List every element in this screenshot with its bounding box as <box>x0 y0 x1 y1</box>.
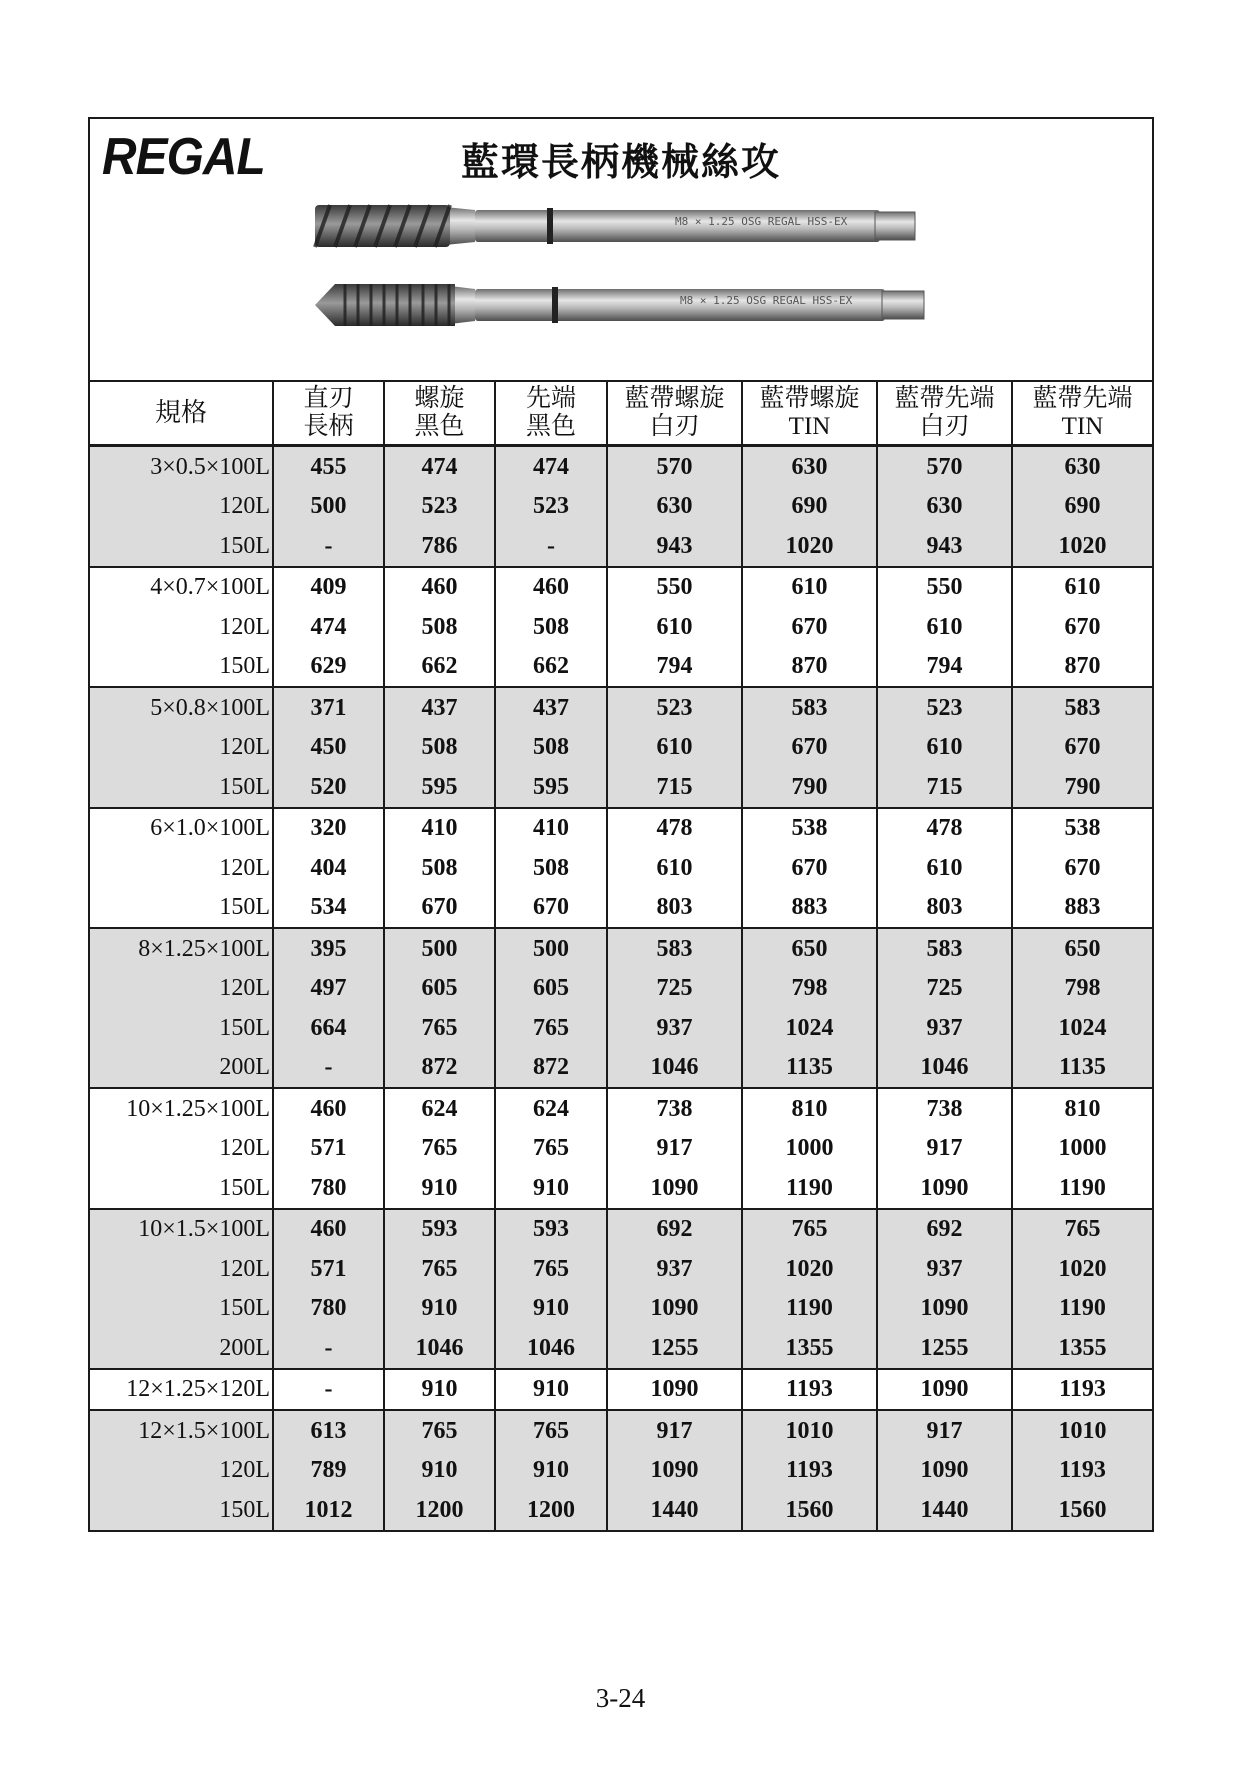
price-cell: 437 <box>495 687 607 728</box>
column-header-line: 藍帶先端 <box>894 385 995 412</box>
table-row <box>90 1048 1152 1089</box>
column-header-line: 規格 <box>154 398 207 427</box>
price-cell: 1090 <box>877 1289 1012 1329</box>
price-cell: 570 <box>877 446 1012 487</box>
price-cell: 395 <box>273 928 384 969</box>
price-cell: 497 <box>273 969 384 1009</box>
table-row <box>90 1249 1152 1289</box>
price-cell: 910 <box>495 1451 607 1491</box>
table-row <box>90 446 1152 487</box>
column-header-line: 長柄 <box>303 413 354 440</box>
table-row <box>90 1129 1152 1169</box>
price-cell: 1135 <box>1012 1048 1152 1089</box>
price-cell: 670 <box>1012 848 1152 888</box>
price-cell: 765 <box>384 1410 495 1451</box>
table-row <box>90 567 1152 608</box>
price-cell: 460 <box>495 567 607 608</box>
table-row <box>90 1008 1152 1048</box>
spec-cell: 10×1.25×100L <box>90 1088 273 1129</box>
spec-cell: 200L <box>90 1048 273 1089</box>
spec-cell: 120L <box>219 613 270 640</box>
price-cell: 460 <box>384 567 495 608</box>
price-cell: 765 <box>495 1410 607 1451</box>
table-row <box>90 1289 1152 1329</box>
price-cell: 610 <box>607 848 742 888</box>
price-cell: 910 <box>495 1369 607 1411</box>
spec-cell: 150L <box>90 1289 273 1329</box>
price-cell: 520 <box>273 767 384 808</box>
price-cell: 478 <box>607 808 742 849</box>
column-header-line: 藍帶螺旋 <box>759 385 860 412</box>
price-cell: 937 <box>877 1249 1012 1289</box>
catalog-frame <box>88 117 1154 1532</box>
price-cell: - <box>273 1369 384 1411</box>
price-cell: 1190 <box>1012 1168 1152 1209</box>
table-row <box>90 1088 1152 1129</box>
price-cell: - <box>273 1048 384 1089</box>
spiral-tap-image <box>310 197 920 255</box>
price-cell: 738 <box>607 1088 742 1129</box>
price-cell: 538 <box>742 808 877 849</box>
price-cell: 662 <box>495 647 607 688</box>
price-cell: - <box>273 1328 384 1369</box>
price-cell: 670 <box>384 888 495 929</box>
table-row <box>90 928 1152 969</box>
price-cell: 1090 <box>607 1369 742 1411</box>
spec-cell: 12×1.25×120L <box>90 1369 273 1411</box>
price-cell: 595 <box>384 767 495 808</box>
spec-cell: 150L <box>90 1008 273 1048</box>
price-cell: 765 <box>742 1209 877 1250</box>
price-cell: 692 <box>607 1209 742 1250</box>
price-cell: 593 <box>384 1209 495 1250</box>
price-cell: 917 <box>877 1410 1012 1451</box>
price-cell: 1090 <box>607 1451 742 1491</box>
price-cell: 1255 <box>877 1328 1012 1369</box>
column-header-line: 先端 <box>525 385 576 412</box>
price-cell: 664 <box>273 1008 384 1048</box>
price-cell: 629 <box>273 647 384 688</box>
spec-cell: 3×0.5×100L <box>90 446 273 487</box>
table-body <box>90 446 1152 1530</box>
price-cell: 610 <box>607 728 742 768</box>
price-cell: 780 <box>273 1289 384 1329</box>
column-header-line: TIN <box>788 413 831 440</box>
price-cell: 610 <box>877 607 1012 647</box>
price-cell: 610 <box>742 567 877 608</box>
price-cell: 943 <box>607 526 742 567</box>
column-header <box>742 382 877 446</box>
price-cell: 1090 <box>877 1168 1012 1209</box>
price-cell: 583 <box>1012 687 1152 728</box>
table-row <box>90 728 1152 768</box>
column-header <box>384 382 495 446</box>
column-header <box>877 382 1012 446</box>
price-cell: 1020 <box>1012 1249 1152 1289</box>
price-cell: 500 <box>495 928 607 969</box>
price-cell: 690 <box>742 487 877 527</box>
price-cell: 765 <box>495 1129 607 1169</box>
price-cell: 1190 <box>742 1168 877 1209</box>
price-cell: 1200 <box>495 1490 607 1530</box>
price-cell: 910 <box>384 1168 495 1209</box>
price-cell: 474 <box>273 607 384 647</box>
price-cell: 725 <box>607 969 742 1009</box>
price-cell: 500 <box>273 487 384 527</box>
price-cell: 1090 <box>607 1289 742 1329</box>
spec-cell: 150L <box>219 894 270 921</box>
price-cell: 790 <box>1012 767 1152 808</box>
price-cell: 725 <box>877 969 1012 1009</box>
price-cell: 550 <box>877 567 1012 608</box>
price-cell: 613 <box>273 1410 384 1451</box>
point-tap-image <box>310 276 930 334</box>
price-cell: 508 <box>384 607 495 647</box>
price-cell: 1255 <box>607 1328 742 1369</box>
table-row <box>90 1410 1152 1451</box>
spec-cell: 150L <box>90 526 273 567</box>
catalog-header <box>90 119 1152 382</box>
spec-cell: 120L <box>90 1249 273 1289</box>
price-cell: 943 <box>877 526 1012 567</box>
price-cell: 810 <box>1012 1088 1152 1129</box>
table-row <box>90 526 1152 567</box>
brand-logo: REGAL <box>102 128 265 186</box>
price-cell: 1000 <box>742 1129 877 1169</box>
price-cell: 534 <box>273 888 384 929</box>
spec-cell: 120L <box>90 728 273 768</box>
column-header-line: 黑色 <box>414 413 465 440</box>
spec-cell: 120L <box>219 854 270 881</box>
price-cell: 662 <box>384 647 495 688</box>
table-row <box>90 888 1152 929</box>
price-cell: 798 <box>742 969 877 1009</box>
price-cell: 474 <box>384 446 495 487</box>
spec-cell: 120L <box>90 1451 273 1491</box>
price-cell: 404 <box>273 848 384 888</box>
price-cell: 595 <box>495 767 607 808</box>
price-cell: 410 <box>495 808 607 849</box>
price-cell: 437 <box>384 687 495 728</box>
price-cell: 630 <box>742 446 877 487</box>
price-cell: 508 <box>495 728 607 768</box>
table-row <box>90 1209 1152 1250</box>
column-header <box>1012 382 1152 446</box>
column-header-line: 直刃 <box>303 385 354 412</box>
price-cell: 1090 <box>877 1369 1012 1411</box>
price-cell: 650 <box>742 928 877 969</box>
price-cell: 1000 <box>1012 1129 1152 1169</box>
price-cell: 798 <box>1012 969 1152 1009</box>
table-row <box>90 969 1152 1009</box>
price-cell: 1090 <box>607 1168 742 1209</box>
price-cell: 610 <box>1012 567 1152 608</box>
spec-cell: 120L <box>219 1135 270 1162</box>
price-cell: 371 <box>273 687 384 728</box>
page-title: 藍環長柄機械絲攻 <box>460 140 781 184</box>
price-cell: 883 <box>742 888 877 929</box>
price-cell: 910 <box>495 1289 607 1329</box>
price-cell: 670 <box>742 607 877 647</box>
price-cell: 583 <box>742 687 877 728</box>
price-cell: 690 <box>1012 487 1152 527</box>
spec-cell: 200L <box>90 1328 273 1369</box>
column-header <box>607 382 742 446</box>
price-cell: 474 <box>495 446 607 487</box>
price-cell: 765 <box>495 1249 607 1289</box>
price-cell: 460 <box>273 1088 384 1129</box>
price-cell: 450 <box>273 728 384 768</box>
column-header-line: 螺旋 <box>414 385 465 412</box>
price-cell: 630 <box>1012 446 1152 487</box>
column-header-line: TIN <box>1061 413 1104 440</box>
price-cell: 1190 <box>742 1289 877 1329</box>
price-cell: 910 <box>384 1451 495 1491</box>
price-cell: 605 <box>384 969 495 1009</box>
price-cell: 508 <box>495 848 607 888</box>
price-cell: 1200 <box>384 1490 495 1530</box>
price-cell: 1020 <box>742 526 877 567</box>
price-cell: 1193 <box>1012 1369 1152 1411</box>
price-cell: 790 <box>742 767 877 808</box>
price-cell: 409 <box>273 567 384 608</box>
price-cell: 523 <box>495 487 607 527</box>
price-cell: 937 <box>607 1249 742 1289</box>
price-cell: 455 <box>273 446 384 487</box>
price-cell: - <box>495 526 607 567</box>
table-row <box>90 848 1152 888</box>
price-cell: 630 <box>877 487 1012 527</box>
price-cell: 500 <box>384 928 495 969</box>
table-row <box>90 687 1152 728</box>
table-row <box>90 1369 1152 1411</box>
price-cell: 789 <box>273 1451 384 1491</box>
price-cell: 1193 <box>1012 1451 1152 1491</box>
table-header <box>90 382 1152 446</box>
price-cell: 610 <box>877 728 1012 768</box>
spec-cell: 120L <box>90 487 273 527</box>
column-header-line: 白刃 <box>649 413 700 440</box>
price-cell: 1024 <box>742 1008 877 1048</box>
price-cell: 870 <box>1012 647 1152 688</box>
price-cell: 1010 <box>742 1410 877 1451</box>
table-row <box>90 767 1152 808</box>
price-cell: 1135 <box>742 1048 877 1089</box>
column-header-line: 白刃 <box>919 413 970 440</box>
price-cell: 478 <box>877 808 1012 849</box>
price-cell: 670 <box>1012 728 1152 768</box>
price-cell: 1046 <box>384 1328 495 1369</box>
price-cell: 765 <box>384 1249 495 1289</box>
price-cell: 1440 <box>607 1490 742 1530</box>
table-row <box>90 1451 1152 1491</box>
price-cell: 715 <box>607 767 742 808</box>
table-row <box>90 607 1152 647</box>
price-cell: 937 <box>607 1008 742 1048</box>
price-cell: 803 <box>877 888 1012 929</box>
price-cell: 624 <box>495 1088 607 1129</box>
price-cell: 650 <box>1012 928 1152 969</box>
spec-cell: 6×1.0×100L <box>90 808 273 849</box>
price-cell: 917 <box>607 1410 742 1451</box>
price-cell: 583 <box>877 928 1012 969</box>
price-cell: 1560 <box>1012 1490 1152 1530</box>
spec-cell: 5×0.8×100L <box>90 687 273 728</box>
price-cell: 765 <box>384 1008 495 1048</box>
price-cell: 605 <box>495 969 607 1009</box>
price-cell: 738 <box>877 1088 1012 1129</box>
price-cell: 320 <box>273 808 384 849</box>
price-cell: 803 <box>607 888 742 929</box>
spec-cell: 120L <box>90 969 273 1009</box>
price-cell: 870 <box>742 647 877 688</box>
price-cell: 523 <box>384 487 495 527</box>
price-cell: 1193 <box>742 1369 877 1411</box>
price-cell: 610 <box>877 848 1012 888</box>
price-cell: 1440 <box>877 1490 1012 1530</box>
table-row <box>90 1328 1152 1369</box>
price-cell: 1090 <box>877 1451 1012 1491</box>
price-cell: 917 <box>877 1129 1012 1169</box>
price-cell: 670 <box>742 848 877 888</box>
price-cell: 1010 <box>1012 1410 1152 1451</box>
column-header-spec <box>90 382 273 446</box>
price-cell: 810 <box>742 1088 877 1129</box>
price-cell: 765 <box>1012 1209 1152 1250</box>
page-number: 3-24 <box>595 1683 646 1713</box>
spec-cell: 150L <box>219 653 270 680</box>
spec-cell: 12×1.5×100L <box>90 1410 273 1451</box>
price-cell: 670 <box>742 728 877 768</box>
price-cell: 786 <box>384 526 495 567</box>
price-cell: 1193 <box>742 1451 877 1491</box>
header-row <box>90 382 1152 446</box>
spec-cell: 150L <box>90 1490 273 1530</box>
price-cell: 1012 <box>273 1490 384 1530</box>
price-cell: 872 <box>384 1048 495 1089</box>
tool-engraving-1: M8 × 1.25 OSG REGAL HSS-EX <box>675 215 848 228</box>
spec-cell: 150L <box>90 767 273 808</box>
price-cell: 715 <box>877 767 1012 808</box>
price-cell: 523 <box>607 687 742 728</box>
table-row <box>90 1490 1152 1530</box>
price-cell: 571 <box>273 1129 384 1169</box>
price-cell: 550 <box>607 567 742 608</box>
price-cell: 910 <box>384 1369 495 1411</box>
price-cell: 883 <box>1012 888 1152 929</box>
price-cell: 538 <box>1012 808 1152 849</box>
price-cell: 570 <box>607 446 742 487</box>
spec-cell: 150L <box>219 1174 270 1201</box>
spec-cell: 4×0.7×100L <box>90 567 273 608</box>
spec-cell: 8×1.25×100L <box>90 928 273 969</box>
price-cell: 1024 <box>1012 1008 1152 1048</box>
price-cell: 410 <box>384 808 495 849</box>
price-cell: 692 <box>877 1209 1012 1250</box>
price-cell: 910 <box>384 1289 495 1329</box>
price-cell: 523 <box>877 687 1012 728</box>
price-cell: 508 <box>384 848 495 888</box>
price-cell: 794 <box>607 647 742 688</box>
column-header-line: 藍帶先端 <box>1032 385 1133 412</box>
price-cell: 624 <box>384 1088 495 1129</box>
price-cell: 1355 <box>1012 1328 1152 1369</box>
tool-engraving-2: M8 × 1.25 OSG REGAL HSS-EX <box>680 294 853 307</box>
price-cell: 583 <box>607 928 742 969</box>
price-cell: 508 <box>495 607 607 647</box>
price-cell: 460 <box>273 1209 384 1250</box>
spec-cell: 10×1.5×100L <box>90 1209 273 1250</box>
table-row <box>90 808 1152 849</box>
column-header <box>495 382 607 446</box>
price-cell: 910 <box>495 1168 607 1209</box>
price-cell: 765 <box>495 1008 607 1048</box>
price-cell: 1190 <box>1012 1289 1152 1329</box>
price-cell: 593 <box>495 1209 607 1250</box>
price-cell: 670 <box>1012 607 1152 647</box>
price-cell: 508 <box>384 728 495 768</box>
price-cell: 1046 <box>495 1328 607 1369</box>
table-row <box>90 1168 1152 1209</box>
column-header-line: 藍帶螺旋 <box>624 385 725 412</box>
price-cell: 794 <box>877 647 1012 688</box>
price-cell: 630 <box>607 487 742 527</box>
price-cell: 1020 <box>1012 526 1152 567</box>
price-cell: 937 <box>877 1008 1012 1048</box>
price-cell: 780 <box>273 1168 384 1209</box>
column-header <box>273 382 384 446</box>
price-cell: 1046 <box>607 1048 742 1089</box>
price-cell: 571 <box>273 1249 384 1289</box>
price-cell: 765 <box>384 1129 495 1169</box>
price-cell: 610 <box>607 607 742 647</box>
price-cell: 670 <box>495 888 607 929</box>
price-cell: - <box>273 526 384 567</box>
column-header-line: 黑色 <box>525 413 576 440</box>
table-row <box>90 647 1152 688</box>
price-table <box>90 382 1152 1530</box>
table-row <box>90 487 1152 527</box>
price-cell: 1355 <box>742 1328 877 1369</box>
price-cell: 1020 <box>742 1249 877 1289</box>
price-cell: 1560 <box>742 1490 877 1530</box>
price-cell: 872 <box>495 1048 607 1089</box>
price-cell: 1046 <box>877 1048 1012 1089</box>
price-cell: 917 <box>607 1129 742 1169</box>
